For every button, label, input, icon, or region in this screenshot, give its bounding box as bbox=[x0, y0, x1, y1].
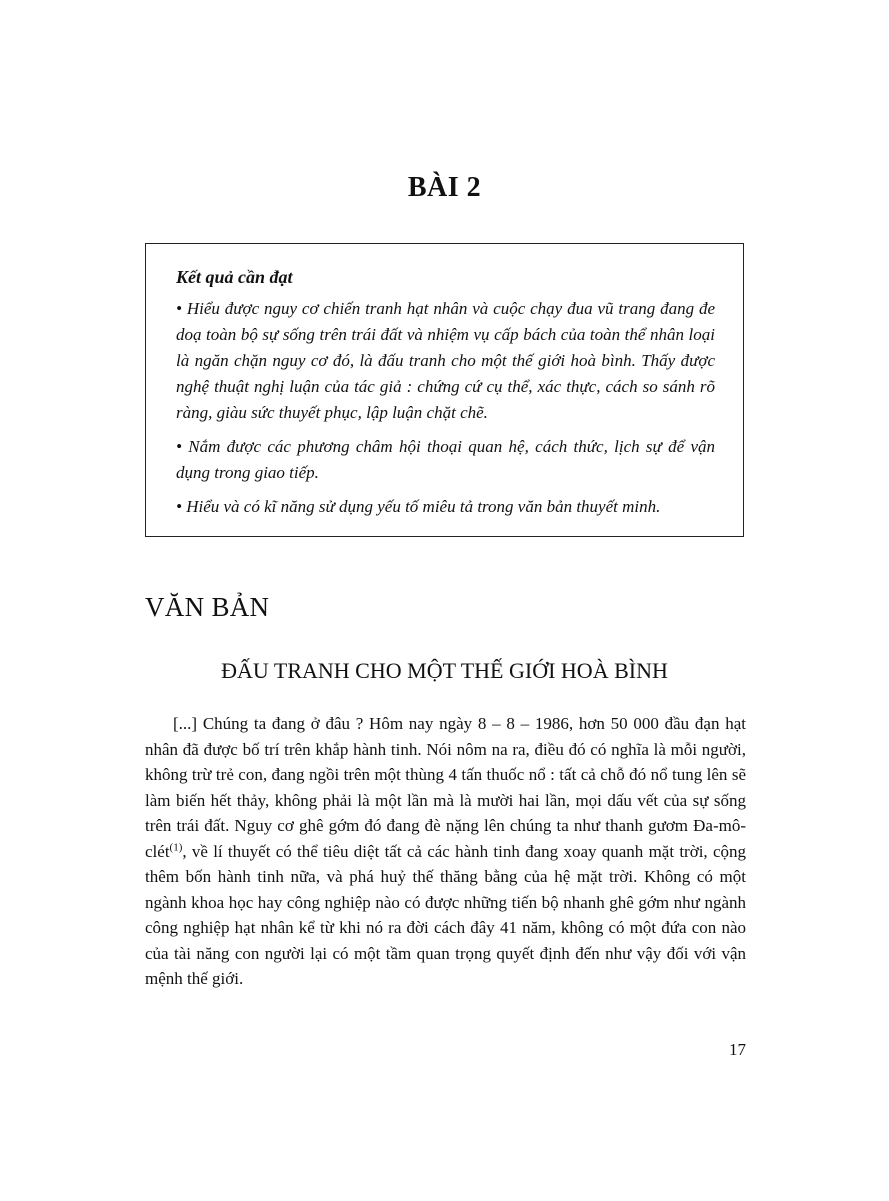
paragraph-text-part2: , về lí thuyết có thể tiêu diệt tất cả các hành tinh đang xoay quanh mặt trời, cộng thêm bốn hành tinh nữa, và phá huỷ thế thăng bằng của hệ mặt trời. Không có một ngành khoa học hay công nghiệp nào có được những tiến bộ nhanh ghê gớm như ngành công nghiệp hạt nhân kể từ khi nó ra đời cách đây 41 năm, không có một đứa con nào của tài năng con người lại có một tầm quan trọng quyết định đến như vậy đối với vận mệnh thế giới. bbox=[145, 841, 746, 988]
article-paragraph bbox=[145, 711, 746, 992]
goal-item: • Hiểu được nguy cơ chiến tranh hạt nhân và cuộc chạy đua vũ trang đang đe doạ toàn bộ sự sống trên trái đất và nhiệm vụ cấp bách của toàn thể nhân loại là ngăn chặn nguy cơ đó, là đấu tranh cho một thế giới hoà bình. Thấy được nghệ thuật nghị luận của tác giả : chứng cứ cụ thể, xác thực, cách so sánh rõ ràng, giàu sức thuyết phục, lập luận chặt chẽ. bbox=[176, 299, 715, 422]
goal-item: • Hiểu và có kĩ năng sử dụng yếu tố miêu tả trong văn bản thuyết minh. bbox=[176, 497, 661, 516]
goal-item: • Nắm được các phương châm hội thoại quan hệ, cách thức, lịch sự để vận dụng trong giao tiếp. bbox=[176, 437, 715, 482]
article-title: ĐẤU TRANH CHO MỘT THẾ GIỚI HOÀ BÌNH bbox=[221, 658, 668, 683]
section-title: VĂN BẢN bbox=[145, 592, 270, 622]
lesson-title: BÀI 2 bbox=[407, 172, 482, 203]
learning-goals-box bbox=[145, 243, 744, 537]
page-number: 17 bbox=[729, 1040, 746, 1059]
goals-heading: Kết quả cần đạt bbox=[176, 267, 293, 287]
paragraph-text-part1: [...] Chúng ta đang ở đâu ? Hôm nay ngày 8 – 8 – 1986, hơn 50 000 đầu đạn hạt nhân đã được bố trí trên khắp hành tinh. Nói nôm na ra, điều đó có nghĩa là mỗi người, không trừ trẻ con, đang ngồi trên một thùng 4 tấn thuốc nổ : tất cả chỗ đó nổ tung lên sẽ làm biến hết thảy, không phải là một lần mà là mười hai lần, mọi dấu vết của sự sống trên trái đất. Nguy cơ ghê gớm đó đang đè nặng lên chúng ta như thanh gươm Đa-mô-clét bbox=[145, 714, 746, 861]
footnote-reference[interactable]: (1) bbox=[169, 840, 183, 853]
